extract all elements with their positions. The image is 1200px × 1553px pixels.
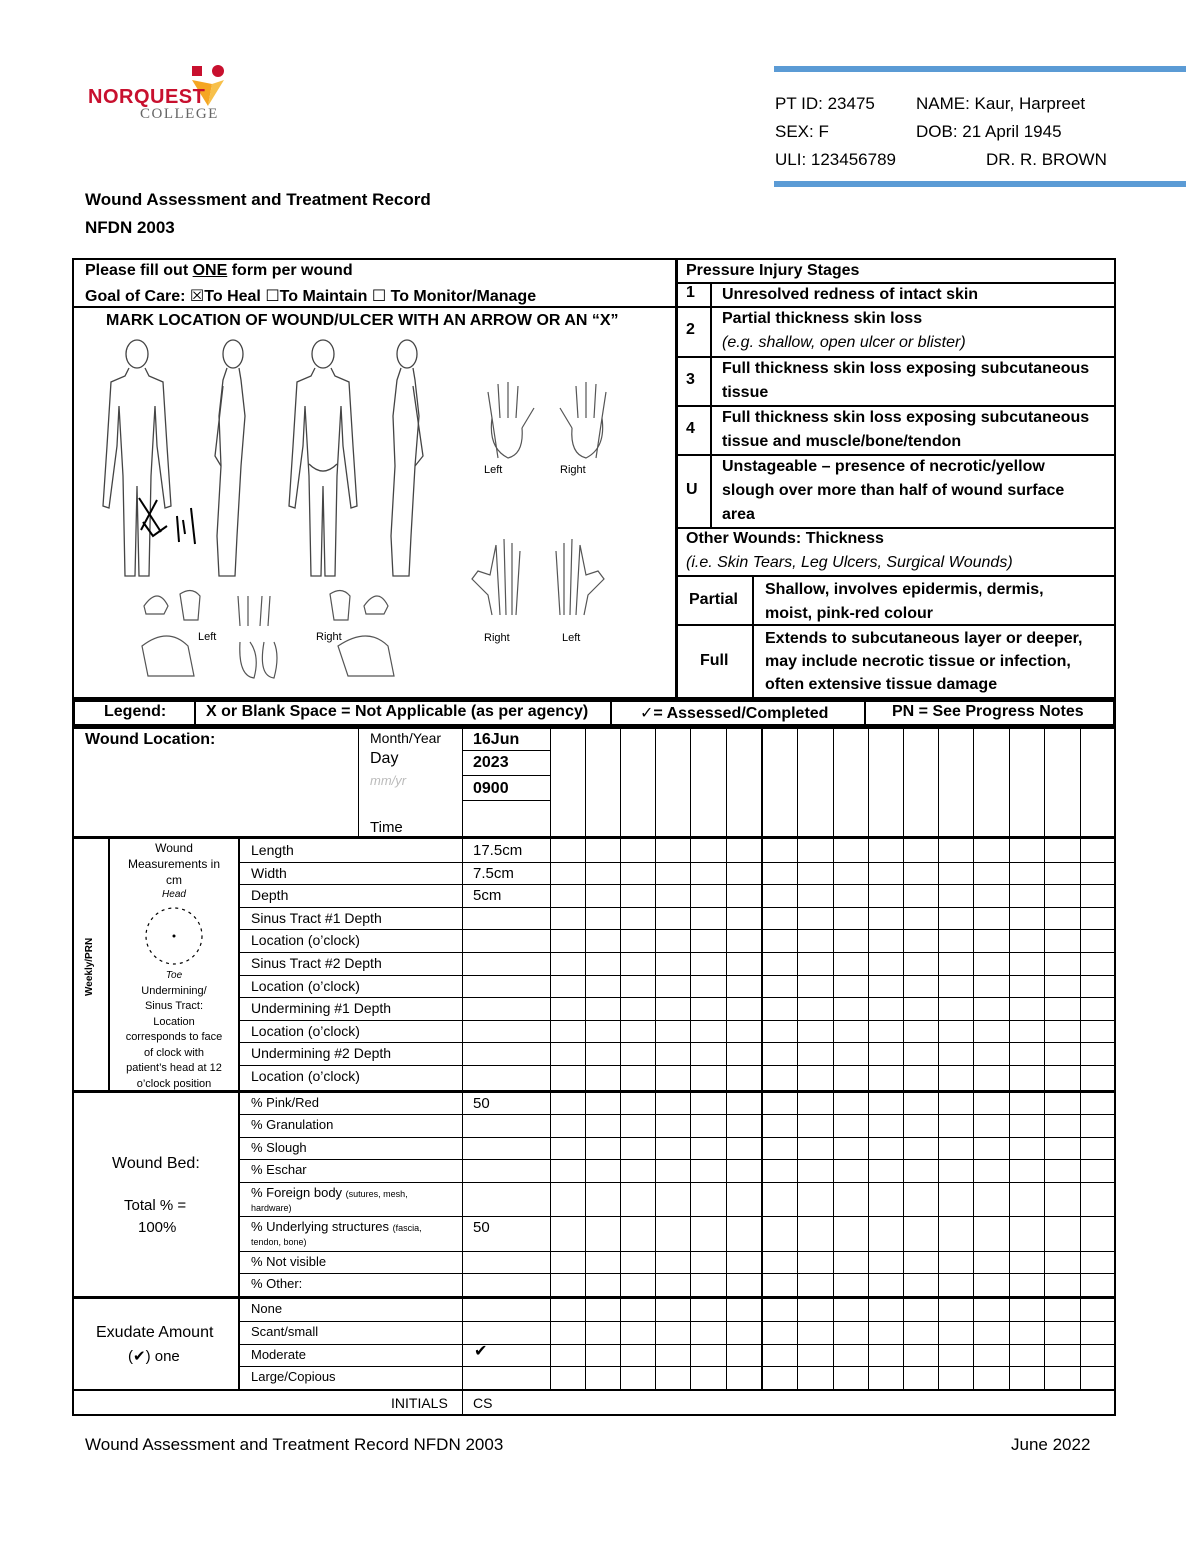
footer-left: Wound Assessment and Treatment Record NFDN 2003 — [85, 1435, 504, 1454]
full-desc: Extends to subcutaneous layer or deeper, may include necrotic tissue or infection, often extensive tissue damage — [765, 630, 1083, 693]
foot-left-label: Left — [198, 631, 217, 643]
wound-bed-label — [251, 1219, 422, 1248]
goal-of-care: Goal of Care: ☒To Heal ☐To Maintain ☐ To Monitor/Manage — [85, 288, 537, 305]
wound-bed-label — [251, 1140, 307, 1155]
stage-code: 3 — [686, 370, 695, 388]
legend-pn: PN = See Progress Notes — [892, 703, 1084, 720]
row-line — [238, 907, 1116, 908]
partial-label: Partial — [689, 591, 738, 608]
time-value[interactable]: 0900 — [473, 780, 509, 797]
wound-bed-label-main: % Pink/Red — [251, 1095, 319, 1110]
exudate-sub: (✔) one — [128, 1348, 180, 1365]
row-line — [462, 750, 550, 751]
goal-heal-checkbox[interactable]: ☒To Heal — [189, 288, 261, 305]
patient-sex: SEX: F — [775, 122, 829, 141]
wound-bed-label — [251, 1276, 302, 1291]
day-label: Day — [370, 750, 399, 767]
stage-description — [722, 357, 1089, 405]
wound-bed-value[interactable]: 50 — [473, 1219, 490, 1236]
date-month-value[interactable]: 16Jun — [473, 731, 520, 748]
date-label-line — [358, 727, 359, 837]
grid-column-line — [1044, 727, 1045, 1389]
stage-description — [722, 283, 978, 307]
row-line — [238, 1251, 1116, 1252]
grid-column-line — [726, 727, 727, 1389]
row-line — [238, 1366, 1116, 1367]
goal-monitor-checkbox[interactable]: ☐ To Monitor/Manage — [371, 288, 537, 305]
wound-bed-label-main: % Underlying structures — [251, 1219, 393, 1234]
time-label: Time — [370, 819, 403, 836]
stage-description — [722, 307, 966, 355]
grid-column-line — [655, 727, 656, 1389]
row-line — [238, 929, 1116, 930]
row-line — [238, 1114, 1116, 1115]
wound-bed-label-note2: tendon, bone) — [251, 1237, 307, 1247]
weekly-prn-label: Weekly/PRN — [84, 937, 95, 996]
row-line — [238, 975, 1116, 976]
instruction: Please fill out ONE form per wound — [85, 262, 353, 279]
legend-assessed: ✓= Assessed/Completed — [640, 705, 829, 722]
wound-bed-label-note: (fascia, — [392, 1223, 422, 1233]
logo-sub: COLLEGE — [140, 106, 219, 122]
full-label: Full — [700, 652, 729, 669]
row-line — [238, 1182, 1116, 1183]
grid-column-line — [550, 727, 551, 1389]
exudate-label: Large/Copious — [251, 1369, 336, 1385]
wound-bed-label-main: % Not visible — [251, 1254, 327, 1269]
stage-line: area — [722, 506, 755, 523]
section-separator — [72, 1296, 1116, 1299]
header-bar-top — [774, 66, 1186, 72]
exudate-label: None — [251, 1301, 283, 1316]
palm-left-label: Left — [562, 632, 581, 644]
wound-bed-label — [251, 1162, 307, 1177]
other-wounds-header: Other Wounds: Thickness — [686, 530, 884, 547]
partial-desc: Shallow, involves epidermis, dermis, moist, pink-red colour — [765, 581, 1044, 622]
wound-bed-label-note: (sutures, mesh, — [345, 1189, 408, 1199]
row-line — [238, 1159, 1116, 1160]
wound-bed-label — [251, 1254, 326, 1269]
grid-column-line — [797, 727, 798, 1389]
measurement-label: Location (o’clock) — [251, 932, 360, 949]
header-bar-bottom — [774, 181, 1186, 187]
exudate-title: Exudate Amount — [96, 1324, 214, 1341]
patient-dob: DOB: 21 April 1945 — [916, 122, 1062, 141]
row-line — [238, 1321, 1116, 1322]
wound-bed-label-main: % Other: — [251, 1276, 303, 1291]
stage-code: 4 — [686, 419, 695, 437]
measurement-label: Location (o’clock) — [251, 977, 360, 994]
measurements-title: Wound Measurements in cm Head — [127, 841, 221, 900]
value-column-line — [462, 727, 463, 1416]
legend-label: Legend: — [104, 703, 167, 720]
measurement-label: Length — [251, 842, 294, 858]
row-line — [462, 775, 550, 776]
grid-column-line — [1080, 727, 1081, 1389]
exudate-label: Moderate — [251, 1346, 306, 1362]
patient-uli: ULI: 123456789 — [775, 150, 896, 169]
feet-diagram[interactable] — [138, 586, 438, 686]
hands-back-diagram[interactable] — [478, 378, 618, 468]
stage-description — [722, 455, 1064, 527]
month-year-label: Month/Year — [370, 730, 442, 746]
body-diagram[interactable] — [95, 336, 455, 586]
hand-left-label: Left — [484, 464, 503, 476]
legend-na: X or Blank Space = Not Applicable (as per agency) — [206, 703, 589, 720]
palms-diagram[interactable] — [470, 535, 610, 625]
wound-bed-label — [251, 1117, 333, 1132]
foot-right-label: Right — [316, 631, 342, 643]
wound-bed-label-main: % Eschar — [251, 1162, 307, 1177]
clock-face-icon — [141, 903, 207, 969]
measurement-value[interactable]: 5cm — [473, 887, 502, 905]
row-line — [238, 1273, 1116, 1274]
stage-line: tissue — [722, 384, 769, 401]
row-line — [238, 1065, 1116, 1066]
stage-line: Full thickness skin loss exposing subcutaneous — [722, 409, 1090, 426]
row-line — [238, 1344, 1116, 1345]
wound-bed-label — [251, 1095, 319, 1110]
stage-code: 1 — [686, 284, 695, 301]
stage-code: U — [686, 480, 698, 498]
measurement-value[interactable]: 7.5cm — [473, 864, 514, 882]
norquest-logo — [88, 62, 238, 122]
stage-line: Full thickness skin loss exposing subcutaneous — [722, 360, 1090, 377]
row-line — [238, 1020, 1116, 1021]
exudate-check[interactable]: ✔ — [474, 1342, 488, 1360]
wound-bed-label-main: % Foreign body — [251, 1185, 346, 1200]
stage-code: 2 — [686, 321, 695, 338]
row-line — [238, 862, 1116, 863]
patient-id: PT ID: 23475 — [775, 94, 875, 113]
wound-bed-total: Total % = — [124, 1197, 187, 1214]
wound-bed-value[interactable]: 50 — [473, 1095, 490, 1112]
row-line — [238, 1216, 1116, 1217]
wound-bed-total-value: 100% — [138, 1219, 177, 1236]
form-course: NFDN 2003 — [85, 218, 175, 237]
measurements-desc: Toe Undermining/ Sinus Tract: Location corresponds to face of clock with patient’s head at 12 o’clock position — [125, 970, 223, 1090]
row-line — [462, 800, 550, 801]
grid-column-line — [833, 727, 834, 1389]
section-separator — [72, 1389, 1116, 1391]
wound-bed-label-main: % Granulation — [251, 1117, 334, 1132]
wound-location-label: Wound Location: — [85, 731, 216, 748]
stage-line: Partial thickness skin loss — [722, 310, 923, 327]
logo-name: NORQUEST — [88, 86, 206, 108]
measurement-label: Depth — [251, 887, 289, 904]
stage-line: Unstageable – presence of necrotic/yellow — [722, 458, 1045, 475]
goal-maintain-checkbox[interactable]: ☐To Maintain — [265, 288, 368, 305]
other-wounds-sub: (i.e. Skin Tears, Leg Ulcers, Surgical Wounds) — [686, 554, 1013, 571]
grid-column-line — [690, 727, 691, 1389]
measurement-label: Sinus Tract #1 Depth — [251, 909, 382, 926]
patient-doctor: DR. R. BROWN — [986, 150, 1107, 169]
initials-value[interactable]: CS — [473, 1395, 493, 1411]
grid-column-line — [868, 727, 869, 1389]
measurement-label: Location (o’clock) — [251, 1022, 360, 1039]
form-title: Wound Assessment and Treatment Record — [85, 190, 431, 209]
measurement-label: Undermining #1 Depth — [251, 1000, 392, 1017]
grid-column-divider — [761, 727, 763, 1389]
stage-line: tissue and muscle/bone/tendon — [722, 433, 962, 450]
measurement-label: Undermining #2 Depth — [251, 1045, 392, 1062]
grid-column-line — [973, 727, 974, 1389]
footer-right: June 2022 — [1011, 1435, 1091, 1454]
row-line — [238, 952, 1116, 953]
exudate-label: Scant/small — [251, 1323, 319, 1339]
grid-column-line — [620, 727, 621, 1389]
stage-line: Unresolved redness of intact skin — [722, 286, 979, 303]
row-line — [238, 1137, 1116, 1138]
hand-right-label: Right — [560, 464, 586, 476]
stage-description — [722, 406, 1089, 454]
section-separator — [72, 836, 1116, 839]
row-line — [238, 1042, 1116, 1043]
patient-name: NAME: Kaur, Harpreet — [916, 94, 1086, 113]
date-year-value[interactable]: 2023 — [473, 754, 509, 771]
measurement-label: Width — [251, 864, 287, 881]
mmyr-hint: mm/yr — [370, 773, 407, 788]
wound-bed-label — [251, 1185, 408, 1214]
row-line — [238, 997, 1116, 998]
palm-right-label: Right — [484, 632, 510, 644]
measurement-label: Sinus Tract #2 Depth — [251, 955, 382, 971]
measurement-label: Location (o’clock) — [251, 1068, 360, 1084]
wound-bed-label-note2: hardware) — [251, 1203, 292, 1213]
initials-label: INITIALS — [391, 1395, 448, 1411]
grid-column-line — [938, 727, 939, 1389]
grid-column-line — [585, 727, 586, 1389]
pressure-stages-header: Pressure Injury Stages — [686, 262, 860, 279]
row-line — [238, 884, 1116, 885]
grid-column-line — [1009, 727, 1010, 1389]
stage-line: slough over more than half of wound surface — [722, 482, 1065, 499]
mark-location-instruction: MARK LOCATION OF WOUND/ULCER WITH AN ARROW OR AN “X” — [106, 312, 619, 329]
wound-bed-label-main: % Slough — [251, 1140, 307, 1155]
stage-line: (e.g. shallow, open ulcer or blister) — [722, 334, 966, 351]
measurement-value[interactable]: 17.5cm — [473, 842, 523, 859]
grid-column-line — [903, 727, 904, 1389]
wound-bed-title: Wound Bed: — [112, 1155, 200, 1172]
